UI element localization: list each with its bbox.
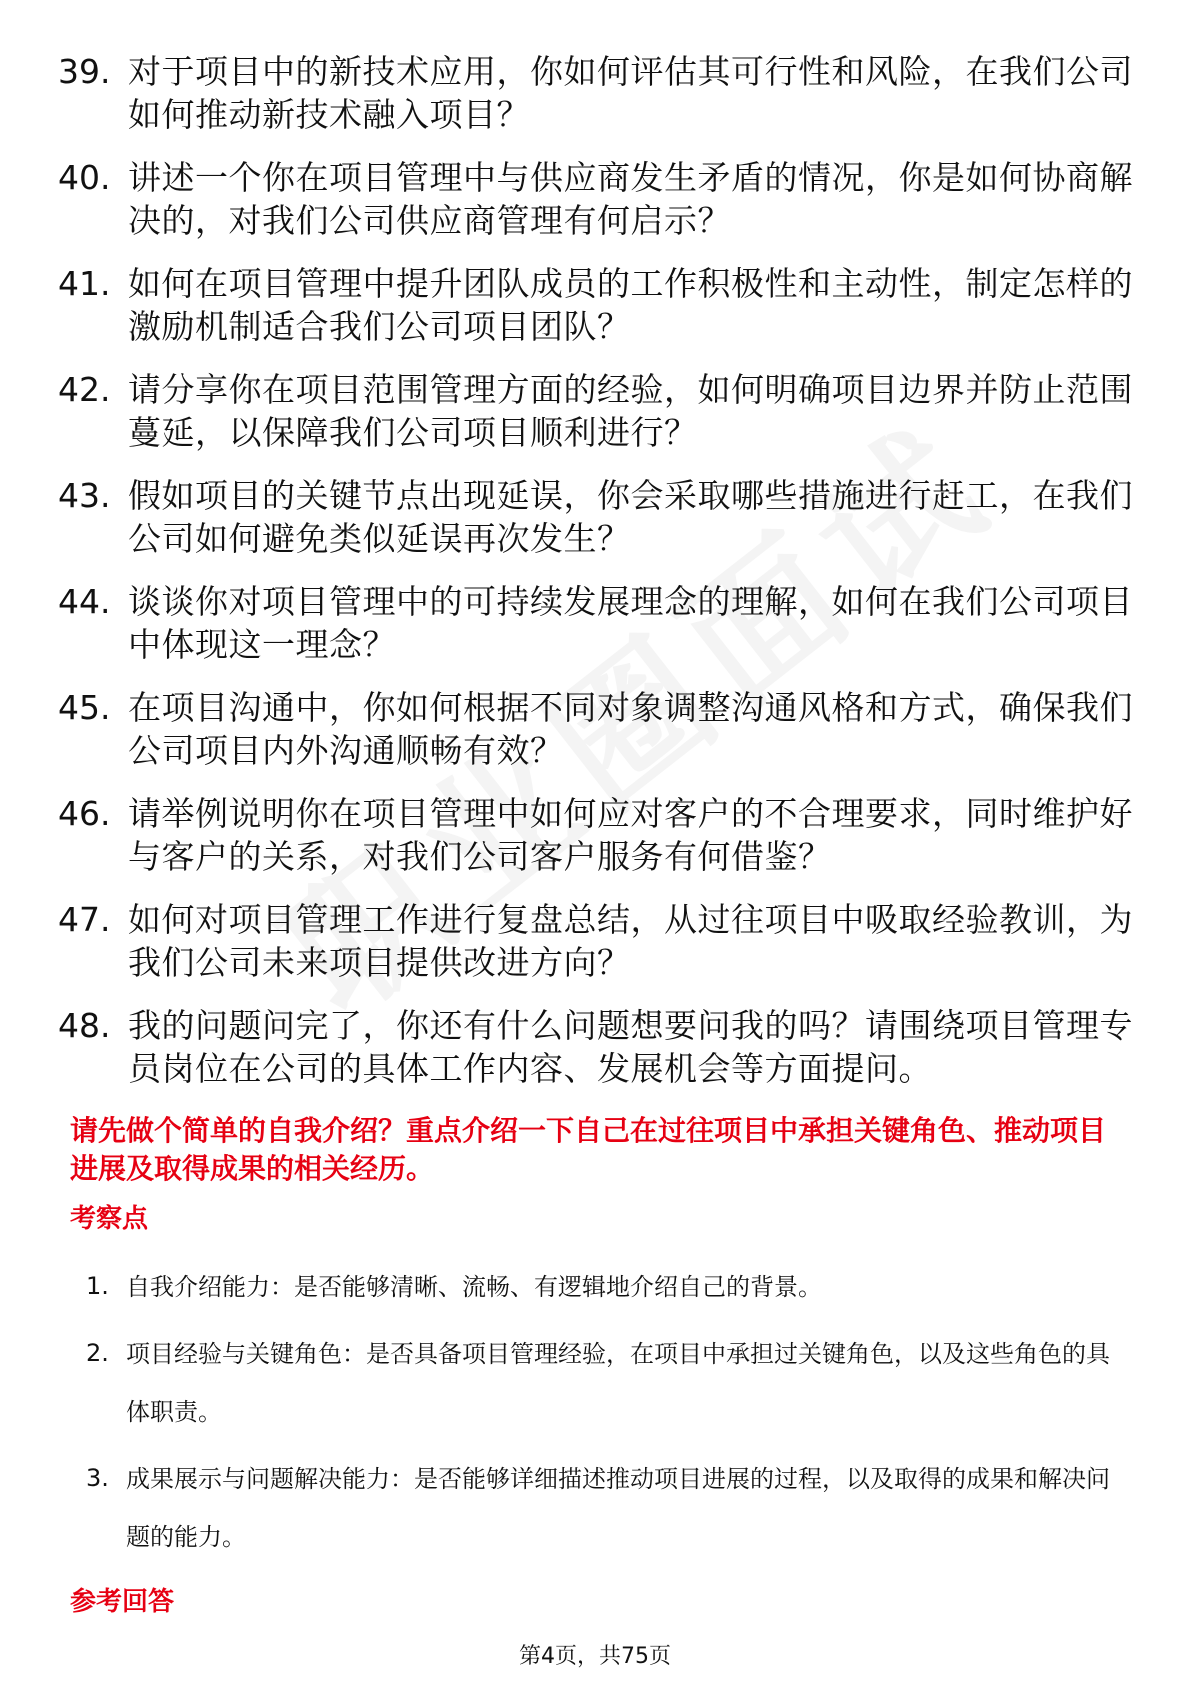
question-number: 44. [58, 582, 111, 621]
question-text: 我的问题问完了，你还有什么问题想要问我的吗？请围绕项目管理专员岗位在公司的具体工作内容、发展机会等方面提问。 [128, 1006, 1133, 1088]
question-item [58, 686, 1138, 772]
exam-points-title: 考察点 [70, 1204, 149, 1234]
question-item [58, 262, 1138, 348]
question-number: 41. [58, 264, 111, 303]
question-number: 48. [58, 1006, 111, 1045]
question-text: 在项目沟通中，你如何根据不同对象调整沟通风格和方式，确保我们公司项目内外沟通顺畅有效？ [128, 688, 1133, 770]
question-text: 假如项目的关键节点出现延误，你会采取哪些措施进行赶工，在我们公司如何避免类似延误再次发生？ [128, 476, 1133, 558]
page-footer: 第4页，共75页 [519, 1644, 671, 1669]
question-number: 46. [58, 794, 111, 833]
question-item [58, 792, 1138, 878]
question-number: 45. [58, 688, 111, 727]
highlight-question: 请先做个简单的自我介绍？重点介绍一下自己在过往项目中承担关键角色、推动项目进展及取得成果的相关经历。 [70, 1114, 1107, 1185]
question-item [58, 50, 1138, 136]
question-text: 如何对项目管理工作进行复盘总结，从过往项目中吸取经验教训，为我们公司未来项目提供改进方向？ [128, 900, 1133, 982]
exam-point-item [86, 1264, 1130, 1316]
exam-point-item [86, 1456, 1130, 1566]
question-item [58, 474, 1138, 560]
reference-answer-title: 参考回答 [70, 1587, 175, 1617]
question-text: 对于项目中的新技术应用，你如何评估其可行性和风险，在我们公司如何推动新技术融入项目？ [128, 52, 1133, 134]
question-item [58, 898, 1138, 984]
exam-point-number: 2. [86, 1339, 109, 1367]
exam-point-text: 项目经验与关键角色：是否具备项目管理经验，在项目中承担过关键角色，以及这些角色的具体职责。 [126, 1340, 1110, 1426]
exam-point-item [86, 1331, 1130, 1441]
question-text: 如何在项目管理中提升团队成员的工作积极性和主动性，制定怎样的激励机制适合我们公司项目团队？ [128, 264, 1133, 346]
exam-point-text: 成果展示与问题解决能力：是否能够详细描述推动项目进展的过程，以及取得的成果和解决问题的能力。 [126, 1465, 1110, 1551]
exam-point-number: 3. [86, 1464, 109, 1492]
exam-points-list [86, 1264, 1130, 1581]
question-text: 请举例说明你在项目管理中如何应对客户的不合理要求，同时维护好与客户的关系，对我们公司客户服务有何借鉴？ [128, 794, 1133, 876]
question-text: 讲述一个你在项目管理中与供应商发生矛盾的情况，你是如何协商解决的，对我们公司供应商管理有何启示？ [128, 158, 1133, 240]
exam-point-text: 自我介绍能力：是否能够清晰、流畅、有逻辑地介绍自己的背景。 [126, 1273, 822, 1301]
question-item [58, 580, 1138, 666]
question-number: 43. [58, 476, 111, 515]
question-number: 42. [58, 370, 111, 409]
question-item [58, 1004, 1138, 1090]
question-item [58, 156, 1138, 242]
question-text: 谈谈你对项目管理中的可持续发展理念的理解，如何在我们公司项目中体现这一理念？ [128, 582, 1133, 664]
question-number: 47. [58, 900, 111, 939]
question-text: 请分享你在项目范围管理方面的经验，如何明确项目边界并防止范围蔓延，以保障我们公司项目顺利进行？ [128, 370, 1133, 452]
question-number: 40. [58, 158, 111, 197]
question-list [58, 50, 1138, 1110]
exam-point-number: 1. [86, 1272, 109, 1300]
question-number: 39. [58, 52, 111, 91]
question-item [58, 368, 1138, 454]
